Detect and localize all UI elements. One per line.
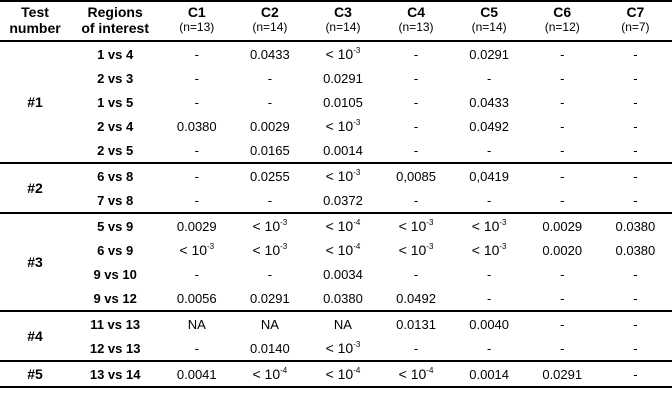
table-row xyxy=(0,213,672,238)
value-cell-c2: < $10^{-3}$ xyxy=(252,242,288,258)
table-row xyxy=(0,138,672,163)
value-cell-c1: - xyxy=(160,188,233,213)
value-cell-c7: - xyxy=(633,94,638,110)
test-number-cell: #1 xyxy=(0,41,70,163)
value-cell-c1: - xyxy=(194,94,199,110)
value-cell-c3: 0.0034 xyxy=(323,266,363,282)
value-cell-c2: - xyxy=(267,266,273,282)
region-cell: 2 vs 5 xyxy=(70,138,160,163)
value-cell-c1: - xyxy=(160,41,233,66)
value-cell-c1: 0.0029 xyxy=(160,213,233,238)
header-c4: C4 (n=13) xyxy=(380,1,453,41)
value-cell-c5: 0.0433 xyxy=(469,94,510,110)
value-cell-c6: - xyxy=(560,94,565,110)
value-cell-c3: 0.0291 xyxy=(323,70,363,86)
table-row xyxy=(0,114,672,138)
value-cell-c2: 0.0029 xyxy=(249,118,290,134)
value-cell-c7: - xyxy=(599,41,672,66)
value-cell-c1: - xyxy=(160,138,233,163)
region-cell: 9 vs 12 xyxy=(70,286,160,311)
table-row xyxy=(0,336,672,361)
value-cell-c4: 0.0492 xyxy=(380,286,453,311)
value-cell-c3: < $10^{-4}$ xyxy=(306,361,379,387)
value-cell-c3: 0.0372 xyxy=(306,188,379,213)
value-cell-c2: < $10^{-4}$ xyxy=(233,361,306,387)
region-cell: 5 vs 9 xyxy=(70,213,160,238)
region-cell: 2 vs 3 xyxy=(97,70,134,86)
value-cell-c4: < $10^{-4}$ xyxy=(380,361,453,387)
table-row xyxy=(0,238,672,262)
header-c2: C2 (n=14) xyxy=(233,1,306,41)
value-cell-c6: - xyxy=(560,70,565,86)
value-cell-c2: 0.0255 xyxy=(233,163,306,188)
value-cell-c7: - xyxy=(599,336,672,361)
value-cell-c6: - xyxy=(526,138,599,163)
region-cell: 6 vs 8 xyxy=(70,163,160,188)
value-cell-c4: < $10^{-3}$ xyxy=(380,213,453,238)
value-cell-c5: - xyxy=(486,266,492,282)
value-cell-c3: 0.0380 xyxy=(306,286,379,311)
value-cell-c5: 0.0492 xyxy=(469,118,510,134)
value-cell-c3: 0.0105 xyxy=(323,94,363,110)
table-row xyxy=(0,311,672,336)
value-cell-c3: < $10^{-3}$ xyxy=(306,41,379,66)
value-cell-c2: < $10^{-3}$ xyxy=(233,213,306,238)
value-cell-c5: - xyxy=(453,188,526,213)
value-cell-c1: 0.0041 xyxy=(160,361,233,387)
value-cell-c7: - xyxy=(633,70,638,86)
value-cell-c6: - xyxy=(526,41,599,66)
value-cell-c3: NA xyxy=(306,311,379,336)
value-cell-c4: < $10^{-3}$ xyxy=(398,242,434,258)
value-cell-c2: - xyxy=(233,188,306,213)
value-cell-c7: - xyxy=(633,118,638,134)
test-number-cell: #4 xyxy=(0,311,70,361)
value-cell-c4: - xyxy=(380,41,453,66)
value-cell-c4: - xyxy=(380,336,453,361)
value-cell-c3: < $10^{-3}$ xyxy=(325,118,361,134)
value-cell-c7: - xyxy=(599,163,672,188)
value-cell-c5: 0.0291 xyxy=(453,41,526,66)
table-row xyxy=(0,262,672,286)
value-cell-c3: < $10^{-4}$ xyxy=(306,213,379,238)
region-cell: 9 vs 10 xyxy=(93,266,137,282)
value-cell-c6: - xyxy=(526,286,599,311)
value-cell-c6: - xyxy=(560,118,565,134)
header-row xyxy=(0,1,672,41)
value-cell-c7: - xyxy=(599,138,672,163)
value-cell-c5: 0,0419 xyxy=(453,163,526,188)
value-cell-c5: < $10^{-3}$ xyxy=(453,213,526,238)
value-cell-c7: - xyxy=(599,188,672,213)
table-row xyxy=(0,361,672,387)
value-cell-c5: - xyxy=(453,286,526,311)
value-cell-c6: - xyxy=(526,311,599,336)
value-cell-c1: - xyxy=(160,163,233,188)
value-cell-c4: - xyxy=(413,266,419,282)
header-regions: Regions of interest xyxy=(70,1,160,41)
value-cell-c1: 0.0380 xyxy=(176,118,217,134)
value-cell-c5: < $10^{-3}$ xyxy=(471,242,507,258)
value-cell-c5: - xyxy=(453,336,526,361)
value-cell-c7: 0.0380 xyxy=(615,242,656,258)
value-cell-c3: 0.0014 xyxy=(306,138,379,163)
region-cell: 13 vs 14 xyxy=(70,361,160,387)
value-cell-c4: - xyxy=(413,118,419,134)
table-row xyxy=(0,41,672,66)
value-cell-c2: - xyxy=(267,94,273,110)
region-cell: 2 vs 4 xyxy=(97,118,134,134)
value-cell-c3: < $10^{-3}$ xyxy=(306,163,379,188)
test-number-cell: #3 xyxy=(0,213,70,311)
value-cell-c2: - xyxy=(267,70,273,86)
test-number-cell: #5 xyxy=(0,361,70,387)
value-cell-c6: 0.0020 xyxy=(542,242,583,258)
value-cell-c4: 0,0085 xyxy=(380,163,453,188)
value-cell-c1: 0.0056 xyxy=(160,286,233,311)
value-cell-c1: - xyxy=(194,70,199,86)
region-cell: 6 vs 9 xyxy=(97,242,134,258)
value-cell-c1: NA xyxy=(160,311,233,336)
value-cell-c5: 0.0014 xyxy=(453,361,526,387)
header-c3: C3 (n=14) xyxy=(306,1,379,41)
value-cell-c1: - xyxy=(194,266,199,282)
header-c6: C6 (n=12) xyxy=(526,1,599,41)
table-row xyxy=(0,286,672,311)
value-cell-c7: - xyxy=(599,286,672,311)
table-row xyxy=(0,163,672,188)
value-cell-c2: NA xyxy=(233,311,306,336)
value-cell-c3: < $10^{-3}$ xyxy=(306,336,379,361)
test-number-cell: #2 xyxy=(0,163,70,213)
header-c5: C5 (n=14) xyxy=(453,1,526,41)
value-cell-c2: 0.0291 xyxy=(233,286,306,311)
value-cell-c1: < $10^{-3}$ xyxy=(179,242,215,258)
region-cell: 11 vs 13 xyxy=(70,311,160,336)
value-cell-c6: 0.0291 xyxy=(526,361,599,387)
value-cell-c1: - xyxy=(160,336,233,361)
value-cell-c6: - xyxy=(526,188,599,213)
value-cell-c7: - xyxy=(599,311,672,336)
table-row xyxy=(0,66,672,90)
value-cell-c4: - xyxy=(380,188,453,213)
header-test-number: Test number xyxy=(0,1,70,41)
table-row xyxy=(0,90,672,114)
value-cell-c5: - xyxy=(486,70,492,86)
header-c1: C1 (n=13) xyxy=(160,1,233,41)
value-cell-c3: < $10^{-4}$ xyxy=(325,242,361,258)
region-cell: 1 vs 4 xyxy=(70,41,160,66)
value-cell-c6: - xyxy=(526,163,599,188)
value-cell-c4: 0.0131 xyxy=(380,311,453,336)
value-cell-c5: - xyxy=(453,138,526,163)
table-row xyxy=(0,188,672,213)
value-cell-c4: - xyxy=(413,70,419,86)
region-cell: 7 vs 8 xyxy=(70,188,160,213)
value-cell-c6: - xyxy=(560,266,565,282)
value-cell-c2: 0.0165 xyxy=(233,138,306,163)
value-cell-c4: - xyxy=(380,138,453,163)
region-cell: 1 vs 5 xyxy=(97,94,134,110)
value-cell-c7: - xyxy=(633,266,638,282)
value-cell-c2: 0.0140 xyxy=(233,336,306,361)
region-cell: 12 vs 13 xyxy=(70,336,160,361)
table-body xyxy=(0,41,672,387)
value-cell-c4: - xyxy=(413,94,419,110)
header-c7: C7 (n=7) xyxy=(599,1,672,41)
value-cell-c6: - xyxy=(526,336,599,361)
value-cell-c6: 0.0029 xyxy=(526,213,599,238)
value-cell-c7: 0.0380 xyxy=(599,213,672,238)
value-cell-c7: - xyxy=(599,361,672,387)
value-cell-c5: 0.0040 xyxy=(453,311,526,336)
value-cell-c2: 0.0433 xyxy=(233,41,306,66)
